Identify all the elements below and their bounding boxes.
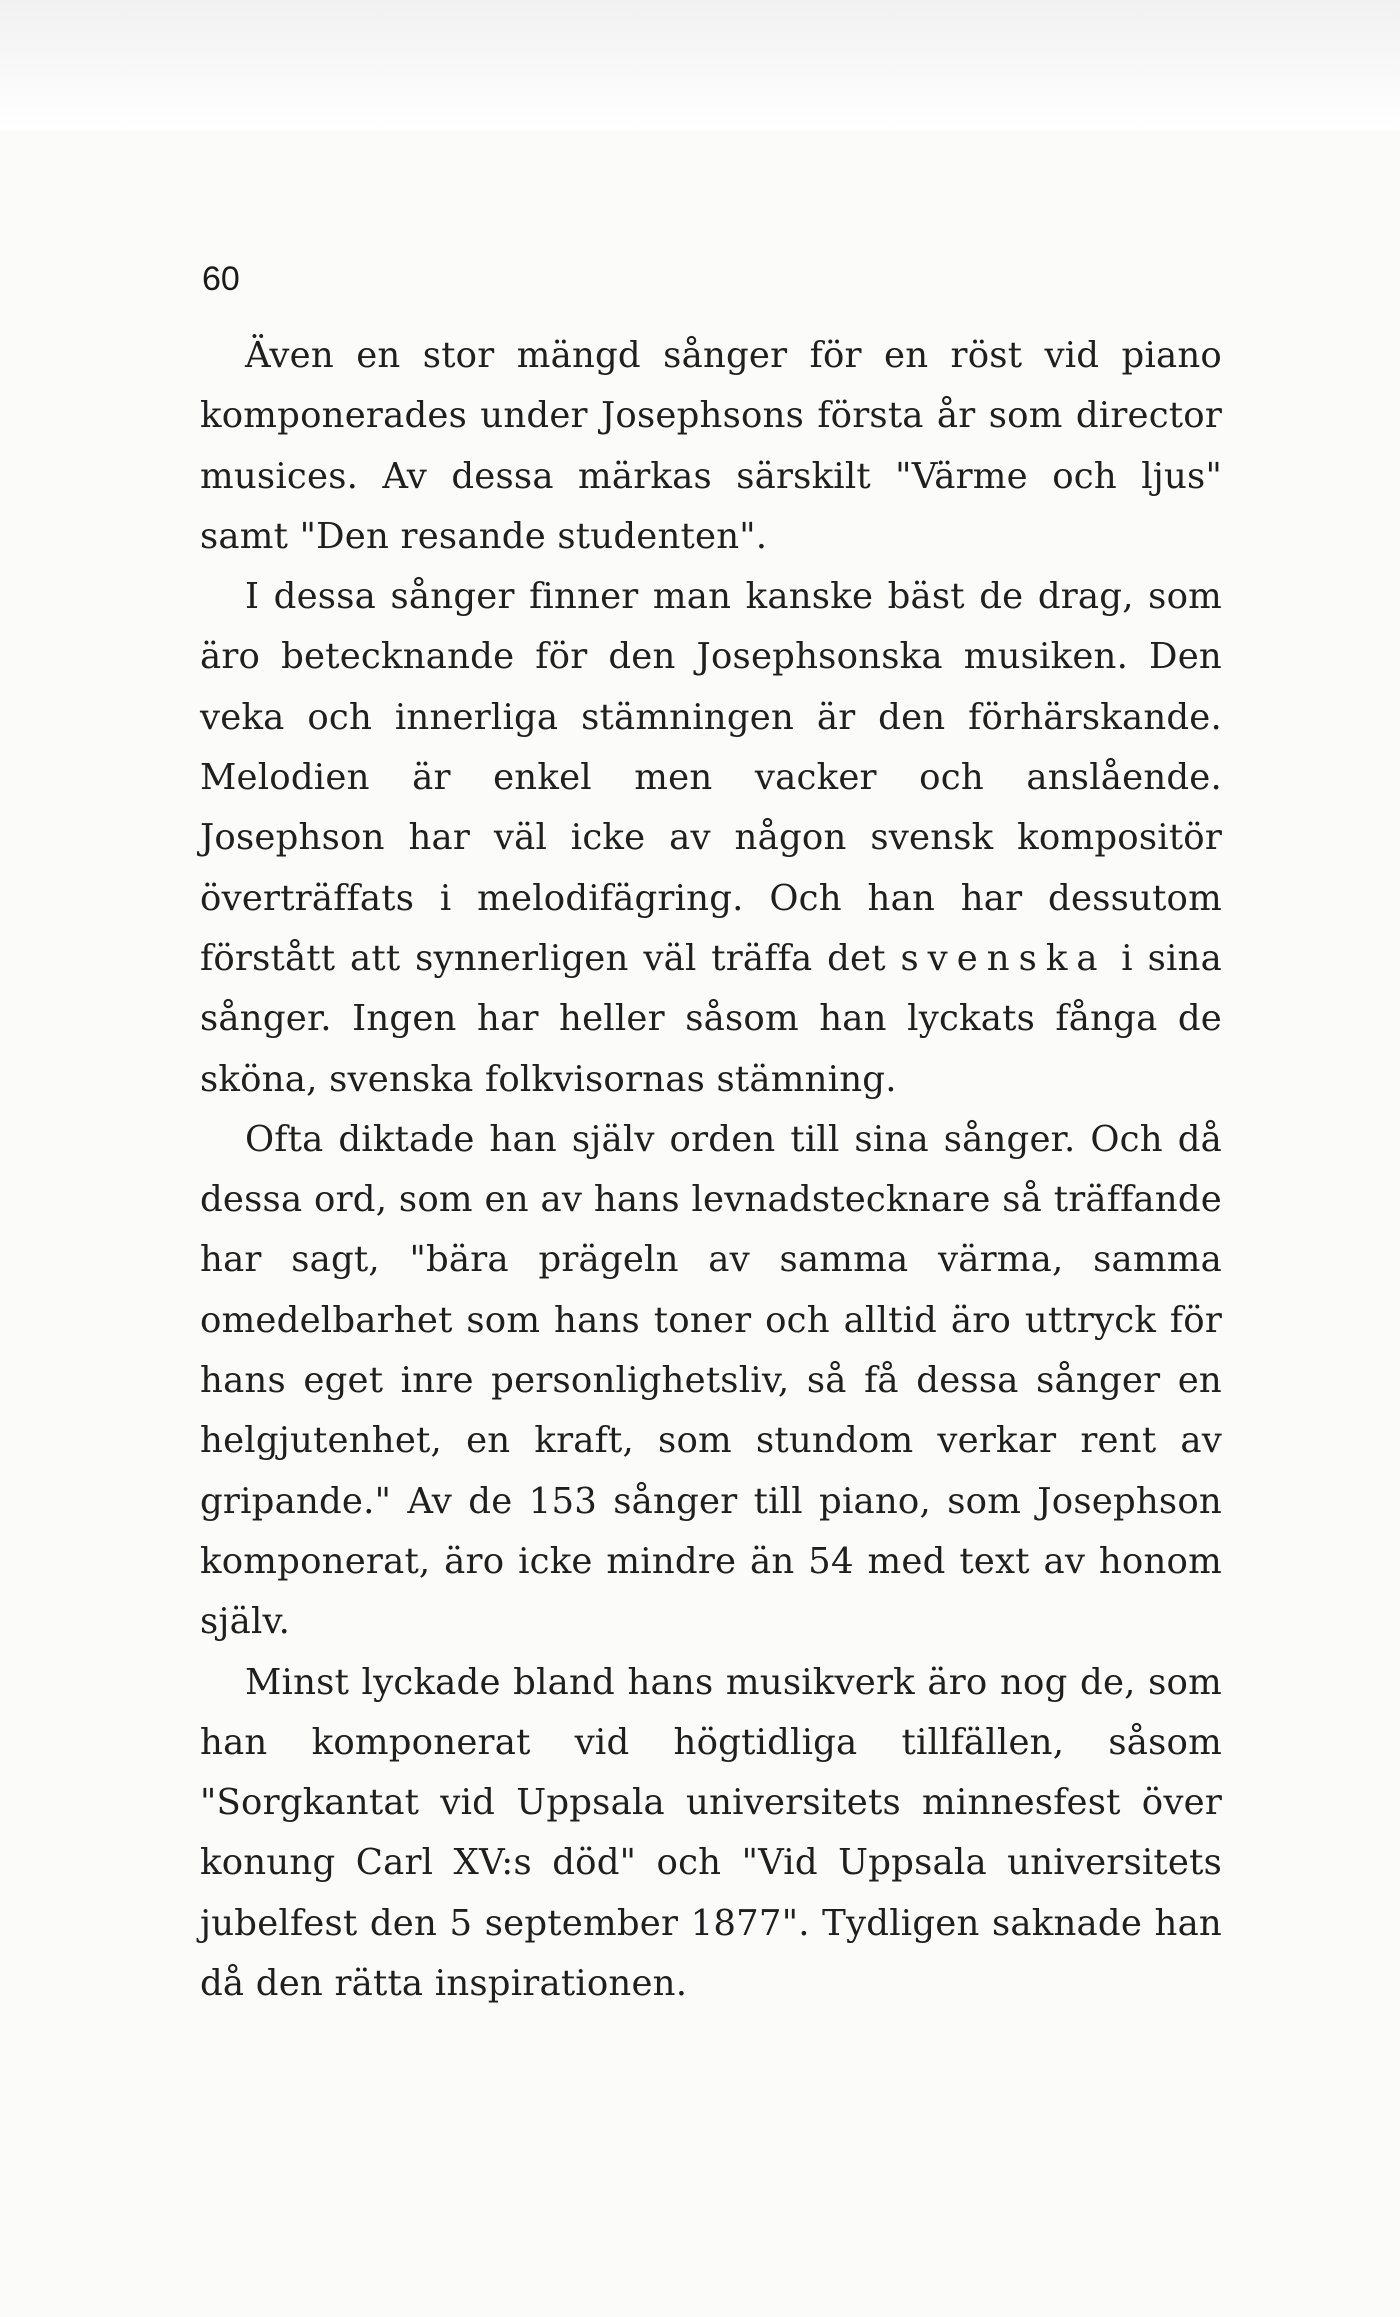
scan-top-margin (0, 0, 1400, 130)
paragraph-2-text-after: i sina sånger. Ingen har heller såsom han lyckats fånga de sköna, svenska folkvisornas stämning. (200, 937, 1222, 1100)
paragraph-2-text-before: I dessa sånger finner man kanske bäst de drag, som äro betecknande för den Josephsonska musiken. Den veka och innerliga stämningen är den förhärskande. Melodien är enkel men vacker och anslående. Josephson har väl icke av någon svensk kompositör överträffats i melodifägring. Och han har dessutom förstått att synnerligen väl träffa det (200, 576, 1222, 979)
paragraph-1: Även en stor mängd sånger för en röst vid piano komponerades under Josephsons första år som director musices. Av dessa märkas särskilt "Värme och ljus" samt "Den resande studenten". (200, 335, 1222, 557)
paragraph-4: Minst lyckade bland hans musikverk äro nog de, som han komponerat vid högtidliga tillfällen, såsom "Sorgkantat vid Uppsala universitets minnesfest över konung Carl XV:s död" och "Vid Uppsala universitets jubelfest den 5 september 1877". Tydligen saknade han då den rätta inspirationen. (200, 1661, 1222, 2005)
paragraph-3: Ofta diktade han själv orden till sina sånger. Och då dessa ord, som en av hans levnadstecknare så träffande har sagt, "bära prägeln av samma värma, samma omedelbarhet som hans toner och alltid äro uttryck för hans eget inre personlighetsliv, så få dessa sånger en helgjutenhet, en kraft, som stundom verkar rent av gripande." Av de 153 sånger till piano, som Josephson komponerat, äro icke mindre än 54 med text av honom själv. (200, 1118, 1222, 1643)
page-number: 60 (202, 260, 240, 298)
body-text (200, 326, 1222, 2014)
spaced-emphasis: svenska (900, 937, 1107, 979)
paragraph-2 (200, 567, 1222, 1110)
